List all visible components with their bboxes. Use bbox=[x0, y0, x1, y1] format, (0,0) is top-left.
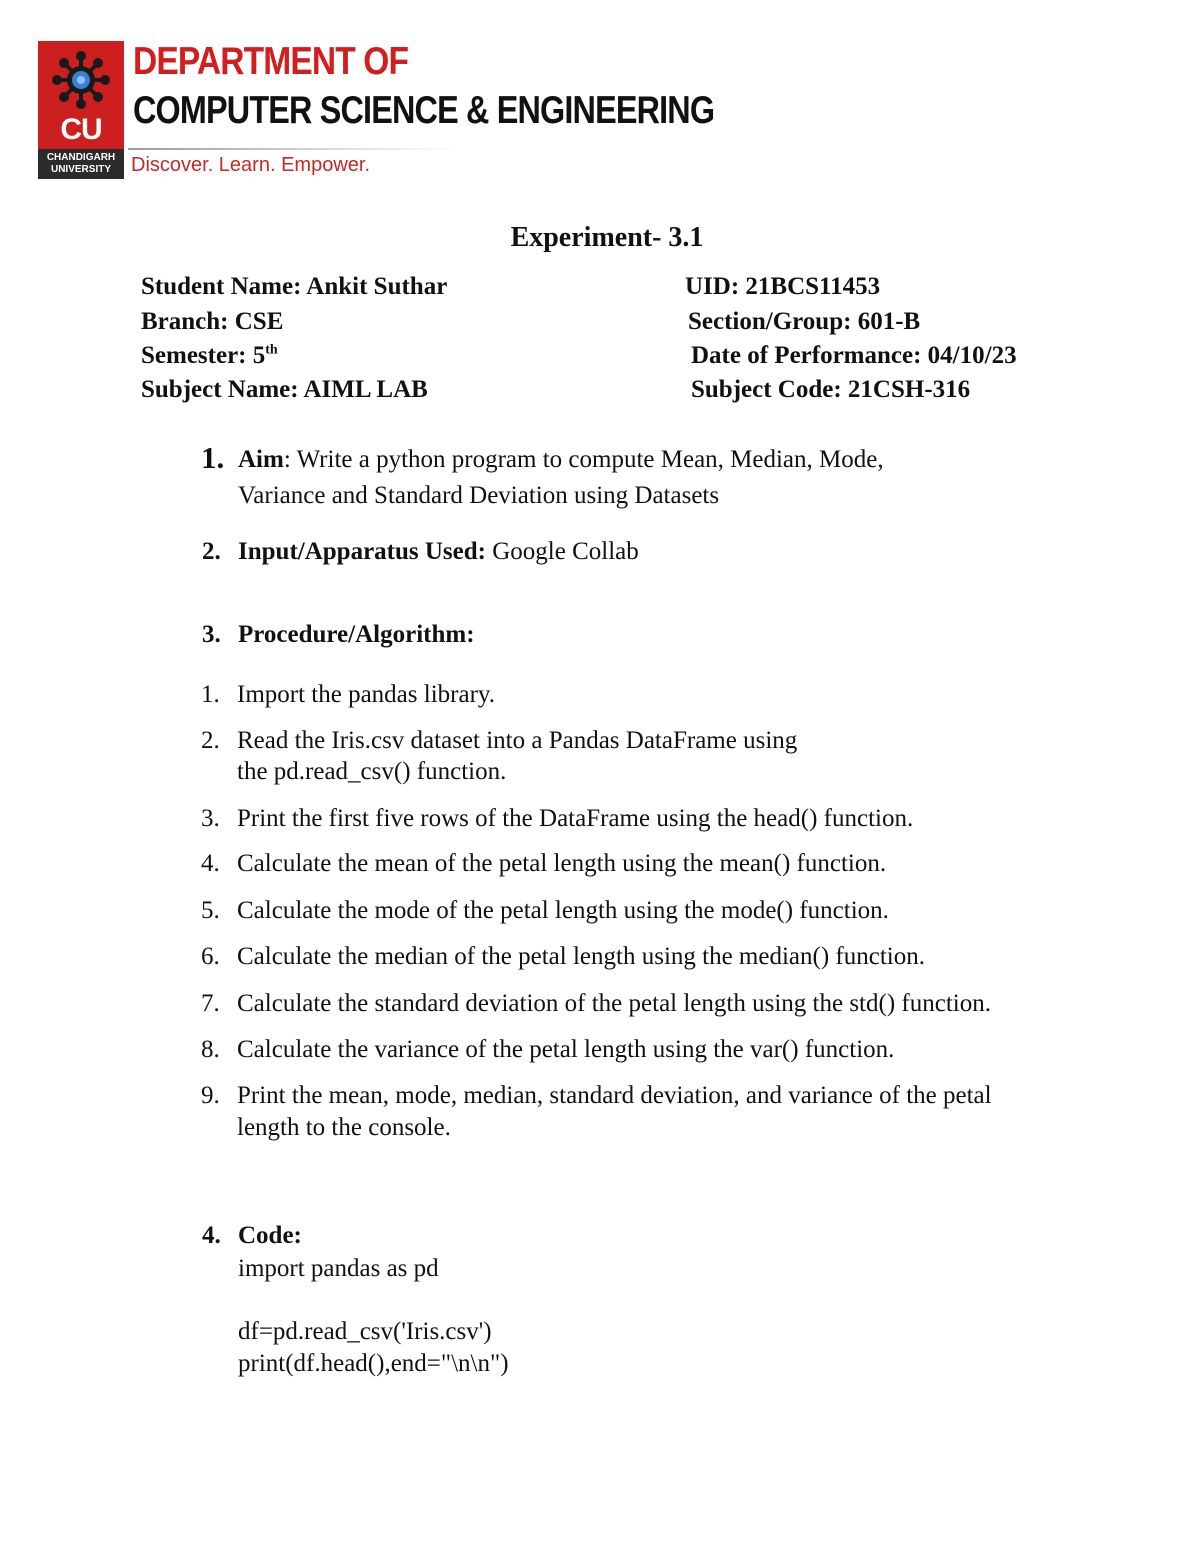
date-of-performance: Date of Performance: 04/10/23 bbox=[691, 342, 1017, 369]
tagline: Discover. Learn. Empower. bbox=[131, 154, 370, 176]
code-line: df=pd.read_csv('Iris.csv') bbox=[238, 1318, 492, 1345]
step-number: 2. bbox=[201, 727, 220, 754]
step-number: 8. bbox=[201, 1036, 220, 1063]
step-number: 6. bbox=[201, 943, 220, 970]
step-text-continued: length to the console. bbox=[237, 1114, 451, 1141]
semester-text: Semester: 5 bbox=[141, 342, 266, 369]
section-group: Section/Group: 601-B bbox=[688, 308, 921, 335]
header-divider bbox=[128, 148, 458, 150]
apparatus-label: Input/Apparatus Used: bbox=[238, 538, 486, 565]
logo-abbrev: CU bbox=[60, 113, 102, 146]
step-text-continued: the pd.read_csv() function. bbox=[237, 758, 507, 785]
code-line: print(df.head(),end="\n\n") bbox=[238, 1350, 509, 1377]
aim-text-line1: : Write a python program to compute Mean, Median, Mode, bbox=[283, 446, 884, 473]
procedure-label: Procedure/Algorithm: bbox=[238, 621, 475, 648]
code-number: 4. bbox=[202, 1222, 221, 1249]
semester-suffix: th bbox=[265, 342, 278, 358]
apparatus-number: 2. bbox=[202, 538, 221, 565]
step-text: Calculate the variance of the petal length using the var() function. bbox=[237, 1036, 895, 1063]
apparatus-value: Google Collab bbox=[486, 538, 639, 565]
university-logo bbox=[38, 41, 124, 179]
step-number: 9. bbox=[201, 1082, 220, 1109]
step-text: Calculate the standard deviation of the petal length using the std() function. bbox=[237, 990, 991, 1017]
step-number: 7. bbox=[201, 990, 220, 1017]
aim-label: Aim bbox=[238, 446, 284, 473]
logo-university-name bbox=[38, 149, 124, 179]
step-text: Print the first five rows of the DataFrame using the head() function. bbox=[237, 805, 914, 832]
code-line: import pandas as pd bbox=[238, 1255, 439, 1282]
department-heading-line2: COMPUTER SCIENCE & ENGINEERING bbox=[133, 89, 715, 132]
step-text: Read the Iris.csv dataset into a Pandas DataFrame using bbox=[237, 727, 798, 754]
step-number: 1. bbox=[201, 681, 220, 708]
step-number: 4. bbox=[201, 850, 220, 877]
branch: Branch: CSE bbox=[141, 308, 284, 335]
subject-code: Subject Code: 21CSH-316 bbox=[691, 376, 971, 403]
code-label: Code: bbox=[238, 1222, 302, 1249]
student-name: Student Name: Ankit Suthar bbox=[141, 273, 448, 300]
logo-university-line2: UNIVERSITY bbox=[50, 164, 111, 175]
experiment-title: Experiment- 3.1 bbox=[510, 222, 704, 253]
step-number: 3. bbox=[201, 805, 220, 832]
step-text: Calculate the mode of the petal length using the mode() function. bbox=[237, 897, 889, 924]
department-heading-line1: DEPARTMENT OF bbox=[133, 40, 409, 83]
emblem-icon bbox=[48, 47, 114, 113]
logo-university-line1: CHANDIGARH bbox=[46, 152, 116, 163]
uid: UID: 21BCS11453 bbox=[685, 273, 881, 300]
aim-text-line2: Variance and Standard Deviation using Datasets bbox=[238, 482, 720, 509]
step-text: Print the mean, mode, median, standard deviation, and variance of the petal bbox=[237, 1082, 992, 1109]
step-number: 5. bbox=[201, 897, 220, 924]
aim-number: 1. bbox=[201, 440, 225, 475]
step-text: Calculate the mean of the petal length using the mean() function. bbox=[237, 850, 887, 877]
step-text: Import the pandas library. bbox=[237, 681, 496, 708]
step-text: Calculate the median of the petal length using the median() function. bbox=[237, 943, 925, 970]
subject-name: Subject Name: AIML LAB bbox=[141, 376, 428, 403]
semester bbox=[141, 342, 278, 370]
aim-line1 bbox=[238, 446, 884, 474]
procedure-number: 3. bbox=[202, 621, 221, 648]
apparatus bbox=[238, 538, 639, 566]
